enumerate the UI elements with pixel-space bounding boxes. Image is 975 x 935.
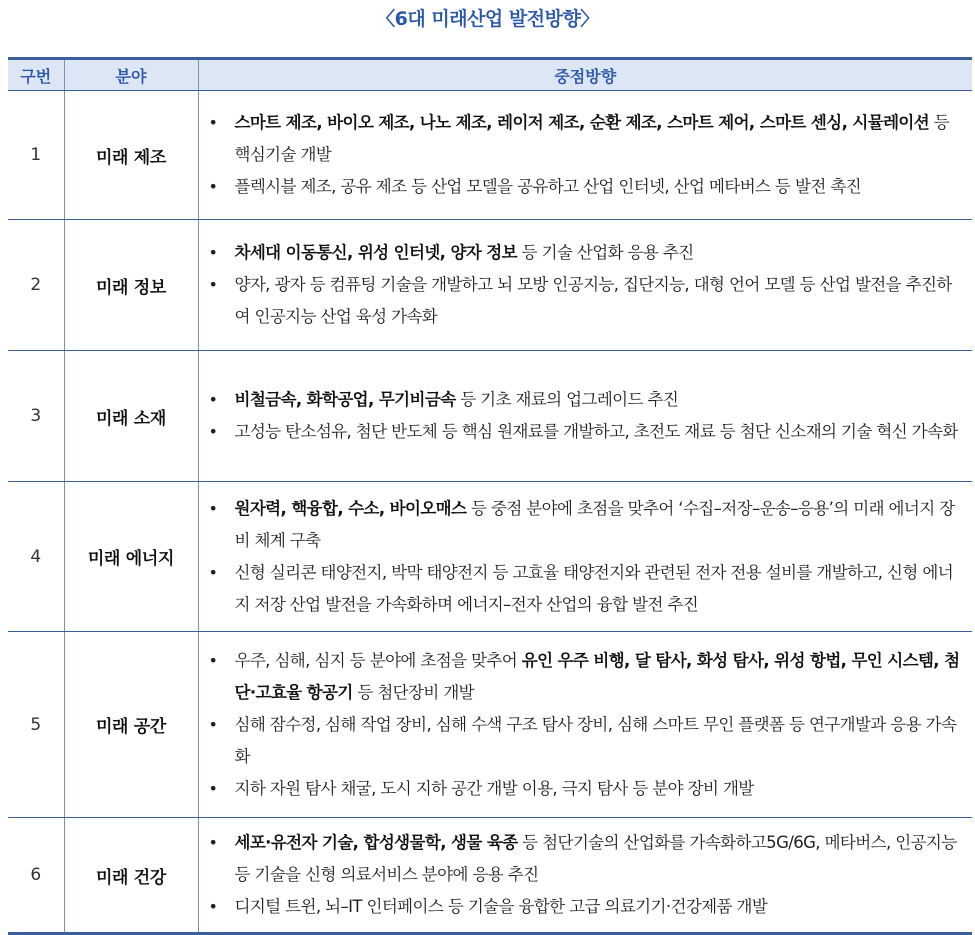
- bullet-text: 등 첨단기술의 산업화를 가속화하고5G/6G, 메타버스, 인공지능 등 기술을 신형 의료서비스 분야에 응용 추진: [234, 833, 957, 884]
- bullet-item: [207, 237, 967, 269]
- bullet-bold: 차세대 이동통신, 위성 인터넷, 양자 정보: [234, 243, 517, 262]
- bullet-text: 플렉시블 제조, 공유 제조 등 산업 모델을 공유하고 산업 인터넷, 산업 메타버스 등 발전 촉진: [234, 177, 862, 196]
- row-directions: [198, 632, 972, 818]
- bullet-item: [207, 557, 967, 621]
- row-field: 미래 에너지: [64, 482, 198, 632]
- bullet-item: [207, 645, 967, 709]
- header-field: 분야: [64, 59, 198, 91]
- bullet-item: [207, 269, 967, 333]
- table-row: [8, 91, 972, 220]
- row-number: 3: [8, 351, 64, 482]
- table-title: 〈6대 미래산업 발전방향〉: [376, 8, 599, 30]
- bullet-text: 등 기초 재료의 업그레이드 추진: [455, 390, 679, 409]
- bullet-text: 양자, 광자 등 컴퓨팅 기술을 개발하고 뇌 모방 인공지능, 집단지능, 대형 언어 모델 등 산업 발전을 추진하여 인공지능 산업 육성 가속화: [234, 275, 952, 326]
- row-number: 2: [8, 220, 64, 351]
- table-row: [8, 220, 972, 351]
- industry-direction-table: [8, 57, 972, 935]
- row-field: 미래 제조: [64, 91, 198, 220]
- table-row: [8, 482, 972, 632]
- header-num: 구번: [8, 59, 64, 91]
- bullet-item: [207, 891, 967, 923]
- bullet-text: 심해 잠수정, 심해 작업 장비, 심해 수색 구조 탐사 장비, 심해 스마트 무인 플랫폼 등 연구개발과 응용 가속화: [234, 714, 957, 766]
- bullet-item: [207, 384, 967, 416]
- bullet-text: 지하 자원 탐사 채굴, 도시 지하 공간 개발 이용, 극지 탐사 등 분야 장비 개발: [234, 778, 754, 798]
- bullet-item: [207, 773, 967, 805]
- row-number: 6: [8, 818, 64, 934]
- row-directions: [198, 818, 972, 934]
- bullet-item: [207, 416, 967, 448]
- table-row: [8, 351, 972, 482]
- row-field: 미래 정보: [64, 220, 198, 351]
- table-row: [8, 632, 972, 818]
- bullet-item: [207, 493, 967, 557]
- bullet-text: 디지털 트윈, 뇌–IT 인터페이스 등 기술을 융합한 고급 의료기기·건강제품 개발: [234, 897, 768, 916]
- row-directions: [198, 482, 972, 632]
- header-row: [8, 59, 972, 91]
- header-direction: 중점방향: [198, 59, 972, 91]
- bullet-text: 등 중점 분야에 초점을 맞추어 ‘수집–저장–운송–응용’의 미래 에너지 장비 체계 구축: [234, 498, 955, 550]
- bullet-text: 신형 실리콘 태양전지, 박막 태양전지 등 고효율 태양전지와 관련된 전자 전용 설비를 개발하고, 신형 에너지 저장 산업 발전을 가속화하며 에너지–전자 산업의 융합 발전 추진: [234, 562, 954, 614]
- bullet-bold: 스마트 제조, 바이오 제조, 나노 제조, 레이저 제조, 순환 제조, 스마트 제어, 스마트 센싱, 시뮬레이션: [234, 113, 930, 132]
- row-number: 4: [8, 482, 64, 632]
- row-directions: [198, 220, 972, 351]
- bullet-item: [207, 171, 967, 203]
- bullet-item: [207, 827, 967, 891]
- bullet-text: 우주, 심해, 심지 등 분야에 초점을 맞추어: [234, 650, 522, 670]
- row-field: 미래 공간: [64, 632, 198, 818]
- bullet-bold: 세포·유전자 기술, 합성생물학, 생물 육종: [234, 833, 518, 852]
- table-row: [8, 818, 972, 934]
- bullet-bold: 유인 우주 비행, 달 탐사, 화성 탐사, 위성 항법, 무인 시스템, 첨단·고효율 항공기: [234, 650, 960, 702]
- row-directions: [198, 351, 972, 482]
- bullet-text: 등 첨단장비 개발: [352, 682, 474, 702]
- row-number: 5: [8, 632, 64, 818]
- bullet-item: [207, 709, 967, 773]
- row-number: 1: [8, 91, 64, 220]
- bullet-text: 등 핵심기술 개발: [234, 113, 950, 164]
- row-field: 미래 소재: [64, 351, 198, 482]
- row-directions: [198, 91, 972, 220]
- bullet-text: 고성능 탄소섬유, 첨단 반도체 등 핵심 원재료를 개발하고, 초전도 재료 등 첨단 신소재의 기술 혁신 가속화: [234, 422, 958, 441]
- row-field: 미래 건강: [64, 818, 198, 934]
- bullet-bold: 비철금속, 화학공업, 무기비금속: [234, 390, 456, 409]
- bullet-bold: 원자력, 핵융합, 수소, 바이오매스: [234, 498, 467, 518]
- bullet-text: 등 기술 산업화 응용 추진: [516, 243, 694, 262]
- bullet-item: [207, 107, 967, 171]
